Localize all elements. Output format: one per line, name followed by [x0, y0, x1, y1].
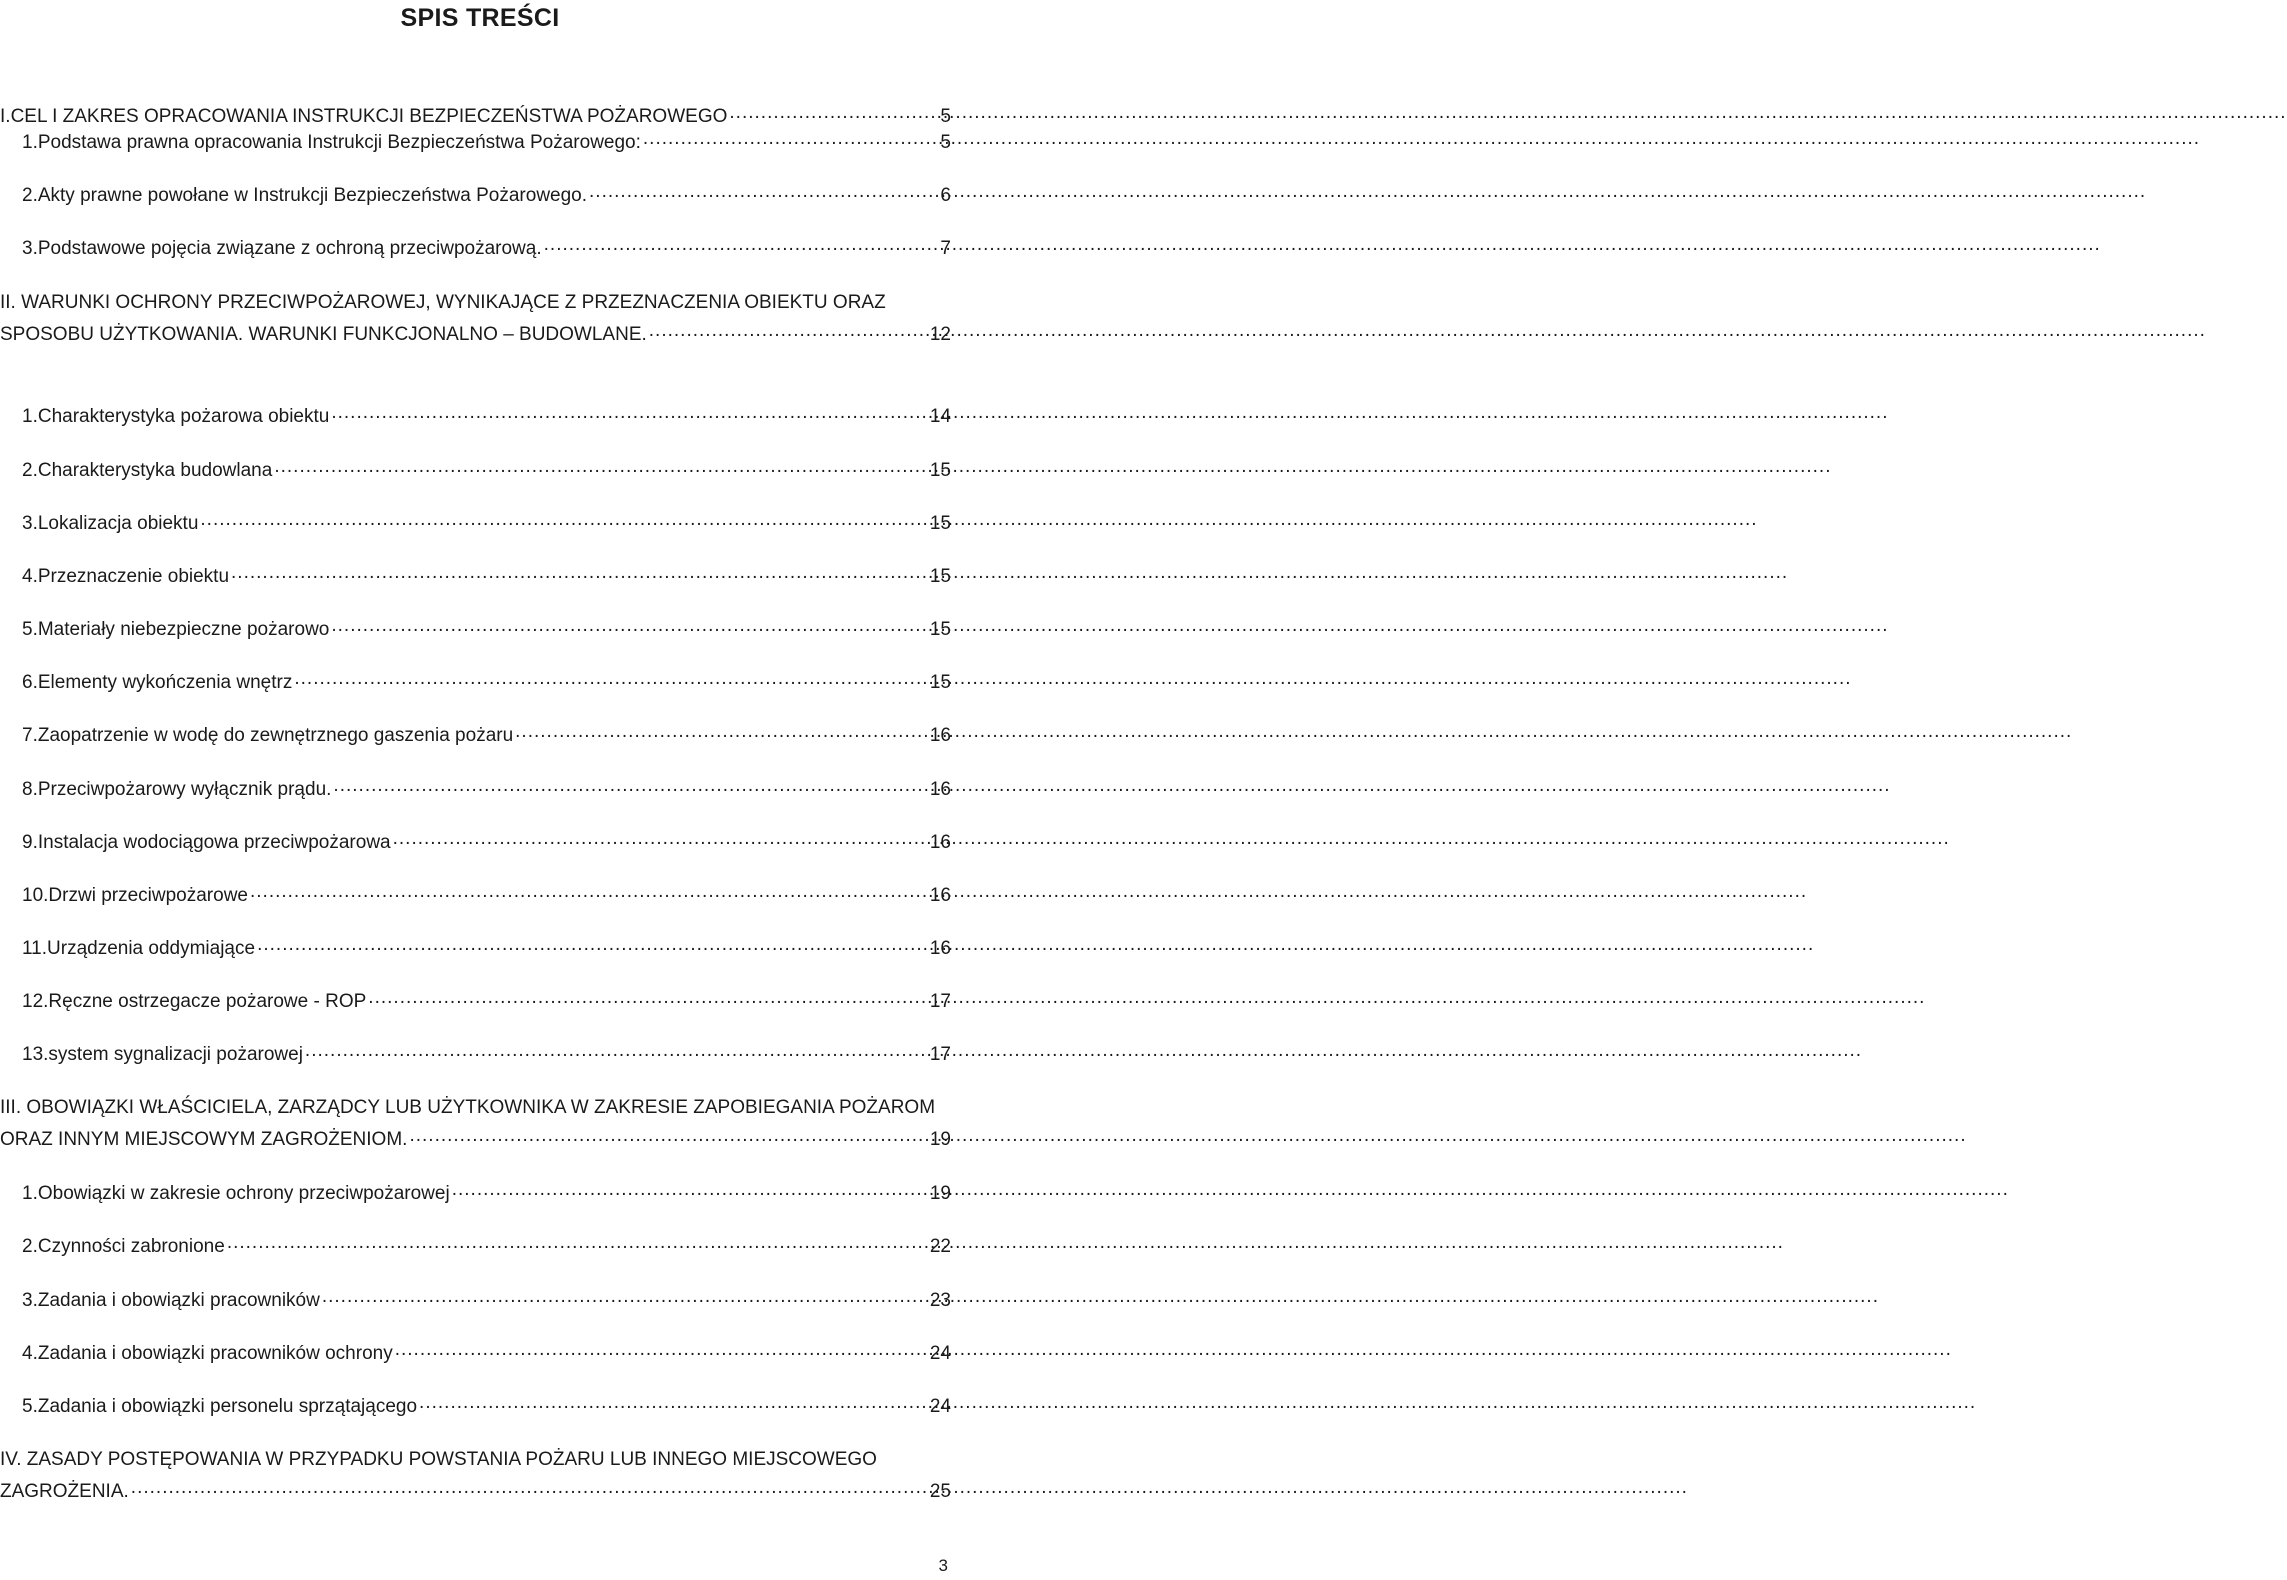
toc-entry-page: 15	[929, 460, 951, 481]
dot-leader	[200, 504, 927, 536]
toc-entry-2-2[interactable]	[0, 455, 951, 487]
toc-entry-number: 4.	[22, 1343, 38, 1364]
toc-entry-page: 25	[929, 1481, 951, 1502]
toc-entry-page: 16	[929, 938, 951, 959]
table-of-contents	[0, 0, 960, 1580]
toc-entry-1-3[interactable]	[0, 233, 951, 265]
toc-entry-page: 5	[940, 106, 951, 127]
toc-entry-2-13[interactable]	[0, 1039, 951, 1071]
toc-entry-page: 15	[929, 619, 951, 640]
toc-entry-title-line1: WARUNKI OCHRONY PRZECIWPOŻAROWEJ, WYNIKAJĄCE Z PRZEZNACZENIA OBIEKTU ORAZ	[21, 292, 886, 313]
dot-leader	[393, 823, 928, 855]
toc-entry-title: Drzwi przeciwpożarowe	[48, 885, 248, 906]
toc-entry-page: 17	[929, 1044, 951, 1065]
toc-entry-title-line2: ZAGROŻENIA.	[0, 1481, 129, 1502]
toc-entry-title: Ręczne ostrzegacze pożarowe - ROP	[48, 991, 367, 1012]
toc-entry-2-4[interactable]	[0, 561, 951, 593]
toc-entry-page: 19	[929, 1183, 951, 1204]
toc-entry-3-1[interactable]	[0, 1178, 951, 1210]
toc-entry-3-2[interactable]	[0, 1231, 951, 1263]
toc-entry-title: Zadania i obowiązki personelu sprzątającego	[37, 1396, 418, 1417]
toc-entry-2-6[interactable]	[0, 667, 951, 699]
dot-leader	[649, 315, 928, 347]
toc-entry-2-11[interactable]	[0, 933, 951, 965]
toc-entry-number: 4.	[22, 566, 38, 587]
toc-entry-number: 10.	[22, 885, 49, 906]
toc-entry-title: Lokalizacja obiektu	[37, 513, 199, 534]
toc-entry-title-line2: SPOSOBU UŻYTKOWANIA. WARUNKI FUNKCJONALNO – BUDOWLANE.	[0, 324, 647, 345]
toc-entry-page: 7	[940, 238, 951, 259]
dot-leader	[322, 1281, 928, 1313]
toc-entry-title-line1: OBOWIĄZKI WŁAŚCICIELA, ZARZĄDCY LUB UŻYTKOWNIKA W ZAKRESIE ZAPOBIEGANIA POŻAROM	[26, 1097, 936, 1118]
toc-entry-page: 16	[929, 779, 951, 800]
toc-entry-title: Podstawowe pojęcia związane z ochroną przeciwpożarową.	[37, 238, 542, 259]
dot-leader	[274, 451, 928, 483]
toc-entry-title: Podstawa prawna opracowania Instrukcji Bezpieczeństwa Pożarowego:	[37, 132, 641, 153]
dot-leader	[305, 1035, 928, 1067]
toc-entry-number: 2.	[22, 1236, 38, 1257]
dot-leader	[419, 1387, 928, 1419]
dot-leader	[227, 1227, 928, 1259]
toc-entry-title-line2: ORAZ INNYM MIEJSCOWYM ZAGROŻENIOM.	[0, 1129, 408, 1150]
dot-leader	[395, 1334, 928, 1366]
dot-leader	[589, 176, 938, 208]
toc-entry-number: 3.	[22, 238, 38, 259]
dot-leader	[409, 1120, 927, 1152]
toc-entry-page: 23	[929, 1290, 951, 1311]
toc-entry-number: 3.	[22, 513, 38, 534]
toc-entry-number: 2.	[22, 460, 38, 481]
toc-entry-page: 5	[940, 132, 951, 153]
dot-leader	[131, 1472, 928, 1504]
dot-leader	[250, 876, 928, 908]
toc-entry-title: Urządzenia oddymiające	[47, 938, 256, 959]
toc-entry-number: 3.	[22, 1290, 38, 1311]
dot-leader	[331, 397, 928, 429]
toc-entry-title: Akty prawne powołane w Instrukcji Bezpieczeństwa Pożarowego.	[37, 185, 588, 206]
dot-leader	[643, 123, 939, 155]
toc-entry-number: 1.	[22, 1183, 38, 1204]
toc-entry-2-7[interactable]	[0, 720, 951, 752]
toc-entry-3-5[interactable]	[0, 1391, 951, 1423]
toc-entry-title: Przeznaczenie obiektu	[37, 566, 230, 587]
toc-entry-title: Przeciwpożarowy wyłącznik prądu.	[37, 779, 332, 800]
toc-entry-3-4[interactable]	[0, 1338, 951, 1370]
toc-entry-title: system sygnalizacji pożarowej	[48, 1044, 303, 1065]
dot-leader	[331, 610, 928, 642]
toc-entry-page: 15	[929, 513, 951, 534]
toc-entry-section-ii[interactable]	[0, 287, 951, 351]
toc-entry-page: 15	[929, 672, 951, 693]
toc-entry-number: 12.	[22, 991, 49, 1012]
page-number: 3	[938, 1556, 948, 1575]
dot-leader	[231, 557, 928, 589]
toc-entry-1-2[interactable]	[0, 180, 951, 212]
toc-entry-section-iii[interactable]	[0, 1092, 951, 1156]
toc-entry-title: Charakterystyka pożarowa obiektu	[37, 406, 330, 427]
toc-entry-number: I.	[0, 106, 11, 127]
toc-entry-page: 16	[929, 725, 951, 746]
toc-entry-2-8[interactable]	[0, 774, 951, 806]
toc-entry-number: 5.	[22, 1396, 38, 1417]
toc-entry-page: 16	[929, 832, 951, 853]
toc-entry-1-1[interactable]	[0, 127, 951, 159]
toc-entry-page: 22	[929, 1236, 951, 1257]
toc-entry-title: Zaopatrzenie w wodę do zewnętrznego gaszenia pożaru	[37, 725, 514, 746]
dot-leader	[544, 229, 939, 261]
dot-leader	[368, 982, 928, 1014]
toc-entry-page: 14	[929, 406, 951, 427]
toc-entry-number: 1.	[22, 406, 38, 427]
dot-leader	[294, 663, 928, 695]
toc-entry-title: Czynności zabronione	[37, 1236, 225, 1257]
toc-entry-2-10[interactable]	[0, 880, 951, 912]
toc-entry-number: 2.	[22, 185, 38, 206]
toc-entry-2-5[interactable]	[0, 614, 951, 646]
dot-leader	[257, 929, 928, 961]
toc-entry-2-12[interactable]	[0, 986, 951, 1018]
toc-entry-page: 15	[929, 566, 951, 587]
toc-entry-page: 24	[929, 1396, 951, 1417]
toc-entry-title: Zadania i obowiązki pracowników ochrony	[37, 1343, 393, 1364]
toc-entry-number: 9.	[22, 832, 38, 853]
toc-entry-page: 12	[929, 324, 951, 345]
page-title: SPIS TREŚCI	[400, 4, 560, 32]
toc-entry-2-9[interactable]	[0, 827, 951, 859]
toc-entry-section-iv[interactable]	[0, 1444, 951, 1508]
toc-entry-number: 11.	[22, 938, 48, 959]
toc-entry-page: 24	[929, 1343, 951, 1364]
toc-entry-2-3[interactable]	[0, 508, 951, 540]
toc-entry-number: 6.	[22, 672, 38, 693]
toc-entry-title: Materiały niebezpieczne pożarowo	[37, 619, 330, 640]
toc-entry-number: 1.	[22, 132, 38, 153]
dot-leader	[333, 770, 927, 802]
toc-entry-page: 19	[929, 1129, 951, 1150]
toc-entry-number: 8.	[22, 779, 38, 800]
toc-entry-2-1[interactable]	[0, 401, 951, 433]
toc-entry-title: Obowiązki w zakresie ochrony przeciwpożarowej	[37, 1183, 450, 1204]
toc-entry-number: IV.	[0, 1449, 27, 1470]
toc-entry-number: 5.	[22, 619, 38, 640]
dot-leader	[515, 716, 928, 748]
toc-entry-number: 13.	[22, 1044, 49, 1065]
toc-entry-title: Charakterystyka budowlana	[37, 460, 273, 481]
toc-entry-title-line1: ZASADY POSTĘPOWANIA W PRZYPADKU POWSTANIA POŻARU LUB INNEGO MIEJSCOWEGO	[26, 1449, 877, 1470]
toc-entry-3-3[interactable]	[0, 1285, 951, 1317]
toc-entry-number: II.	[0, 292, 22, 313]
toc-entry-page: 16	[929, 885, 951, 906]
toc-entry-title: Elementy wykończenia wnętrz	[37, 672, 293, 693]
toc-entry-number: III.	[0, 1097, 27, 1118]
toc-entry-title: Zadania i obowiązki pracowników	[37, 1290, 320, 1311]
toc-entry-title: Instalacja wodociągowa przeciwpożarowa	[37, 832, 391, 853]
toc-entry-page: 17	[929, 991, 951, 1012]
toc-entry-page: 6	[940, 185, 951, 206]
dot-leader	[452, 1174, 928, 1206]
toc-entry-number: 7.	[22, 725, 38, 746]
toc-entry-title: CEL I ZAKRES OPRACOWANIA INSTRUKCJI BEZPIECZEŃSTWA POŻAROWEGO	[10, 106, 728, 127]
